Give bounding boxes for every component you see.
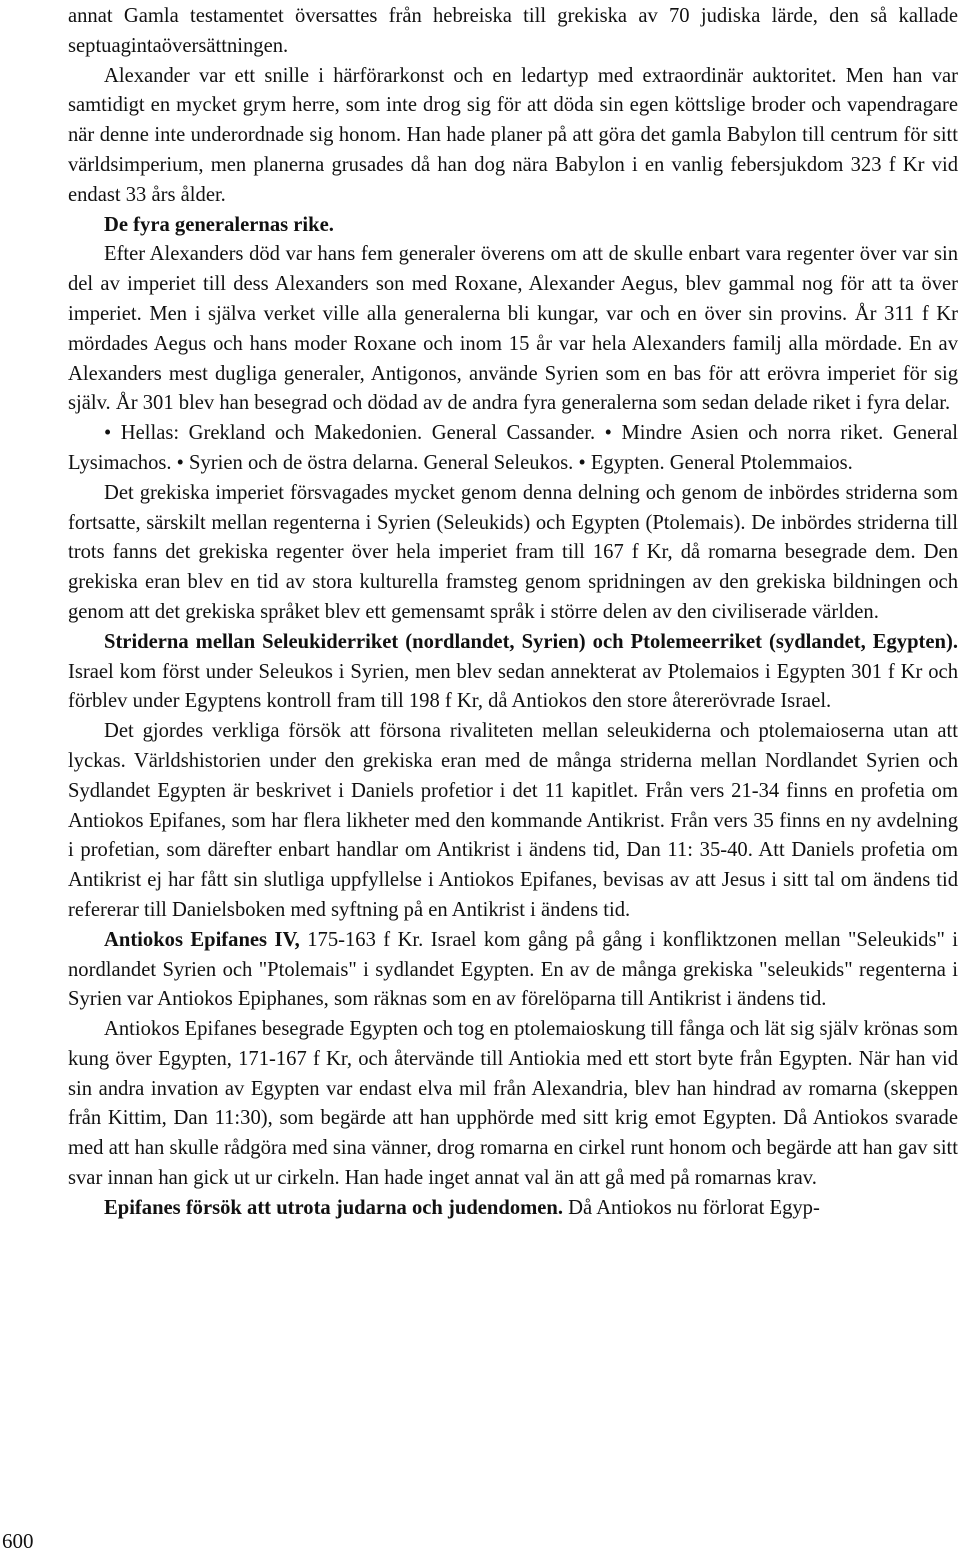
epifanes-text: Då Antiokos nu förlorat Egyp- [563, 1196, 820, 1219]
paragraph-continuation: annat Gamla testamentet översattes från hebreiska till grekiska av 70 judiska lärde, den så kallade septuagintaöversättningen. [68, 5, 958, 57]
paragraph-generals: Efter Alexanders död var hans fem generaler överens om att de skulle enbart vara regenter över var sin del av imperiet till dess Alexanders son med Roxane, Alexander Aegus, blev gammal nog för att ta över imperiet. Men i själva verket ville alla generalerna bli kungar, var och en över sin provins. År 311 f Kr mördades Aegus och hans moder Roxane och inom 15 år var hela Alexanders familj alla mördade. En av Alexanders mest dugliga generaler, Antigonos, använde Syrien som en bas för att erövra imperiet för sig själv. År 301 blev han besegrad och dödad av de andra fyra generalerna som sedan delade riket i fyra delar. [68, 243, 958, 415]
antiokos-heading: Antiokos Epifanes IV, [104, 928, 300, 951]
paragraph-daniel-prophecy: Det gjordes verkliga försök att försona rivaliteten mellan seleukiderna och ptolemaioserna utan att lyckas. Världshistorien under den grekiska eran med de många striderna mellan Nordlandet Syrien och Sydlandet Egypten är beskrivet i Daniels profetior i det 11 kapitlet. Från vers 21-34 finns en profetia om Antiokos Epifanes, som har flera likheter med den kommande Antikrist. Från vers 35 finns en ny avdelning i profetian, som därefter enbart handlar om Antikrist i ändens tid, Dan 11: 35-40. Att Daniels profetia om Antikrist ej har fått sin slutliga uppfyllelse i Antiokos Epifanes, bevisas av att Jesus i sitt tal om ändens tid refererar till Danielsboken med syftning på en Antikrist i ändens tid. [68, 720, 958, 921]
strife-heading: Striderna mellan Seleukiderriket (nordlandet, Syrien) och Ptolemeerriket (sydlandet, Egypten). [104, 630, 958, 653]
epifanes-heading: Epifanes försök att utrota judarna och judendomen. [104, 1196, 564, 1219]
paragraph-strife [68, 628, 958, 717]
strife-text: Israel kom först under Seleukos i Syrien, men blev sedan annekterat av Ptolemaios i Egypten 301 f Kr och förblev under Egyptens kontroll fram till 198 f Kr, då Antiokos den store återerövrade Israel. [68, 660, 958, 713]
section-heading-generals: De fyra generalernas rike. [104, 213, 334, 236]
paragraph-epifanes [68, 1194, 958, 1224]
page-body [68, 2, 958, 1224]
paragraph-alexander: Alexander var ett snille i härförarkonst och en ledartyp med extraordinär auktoritet. Men han var samtidigt en mycket grym herre, som inte drog sig för att döda sin egen köttslige broder och vapendragare när denne inte underordnade sig honom. Han hade planer på att göra det gamla Babylon till centrum för sitt världsimperium, men planerna grusades då han dog nära Babylon i en vanlig febersjukdom 323 f Kr vid endast 33 års ålder. [68, 64, 958, 206]
paragraph-four-kingdoms: • Hellas: Grekland och Makedonien. General Cassander. • Mindre Asien och norra riket. General Lysimachos. • Syrien och de östra delarna. General Seleukos. • Egypten. General Ptolemmaios. [68, 422, 958, 474]
page-number: 600 [2, 1529, 34, 1553]
paragraph-antiokos [68, 926, 958, 1015]
antiokos-text: 175-163 f Kr. Israel kom gång på gång i konfliktzonen mellan "Seleukids" i nordlandet Syrien och "Ptolemais" i sydlandet Egypten. En av de många grekiska "seleukids" regenterna i Syrien var Antiokos Epiphanes, som räknas som en av förelöparna till Antikrist i ändens tid. [68, 928, 958, 1011]
paragraph-greek-empire: Det grekiska imperiet försvagades mycket genom denna delning och genom de inbördes striderna som fortsatte, särskilt mellan regenterna i Syrien (Seleukids) och Egypten (Ptolemais). De inbördes striderna till trots fanns det grekiska regenter över hela imperiet fram till 167 f Kr, då romarna besegrade dem. Den grekiska eran blev en tid av stora kulturella framsteg genom spridningen av den grekiska bildningen och genom att det grekiska språket blev ett gemensamt språk i större delen av den civiliserade världen. [68, 481, 958, 623]
paragraph-egypt-campaign: Antiokos Epifanes besegrade Egypten och tog en ptolemaioskung till fånga och lät sig själv krönas som kung över Egypten, 171-167 f Kr, och återvände till Antiokia med ett stort byte från Egypten. När han vid sin andra invation av Egypten var endast elva mil från Alexandria, blev han hindrad av romarna (skeppen från Kittim, Dan 11:30), som begärde att han upphörde med sitt krig emot Egypten. Då Antiokos svarade med att han skulle rådgöra med sina vänner, drog romarna en cirkel runt honom och begärde att han gav sitt svar innan han gick ut ur cirkeln. Han hade inget annat val än att gå med på romarnas krav. [68, 1018, 958, 1190]
